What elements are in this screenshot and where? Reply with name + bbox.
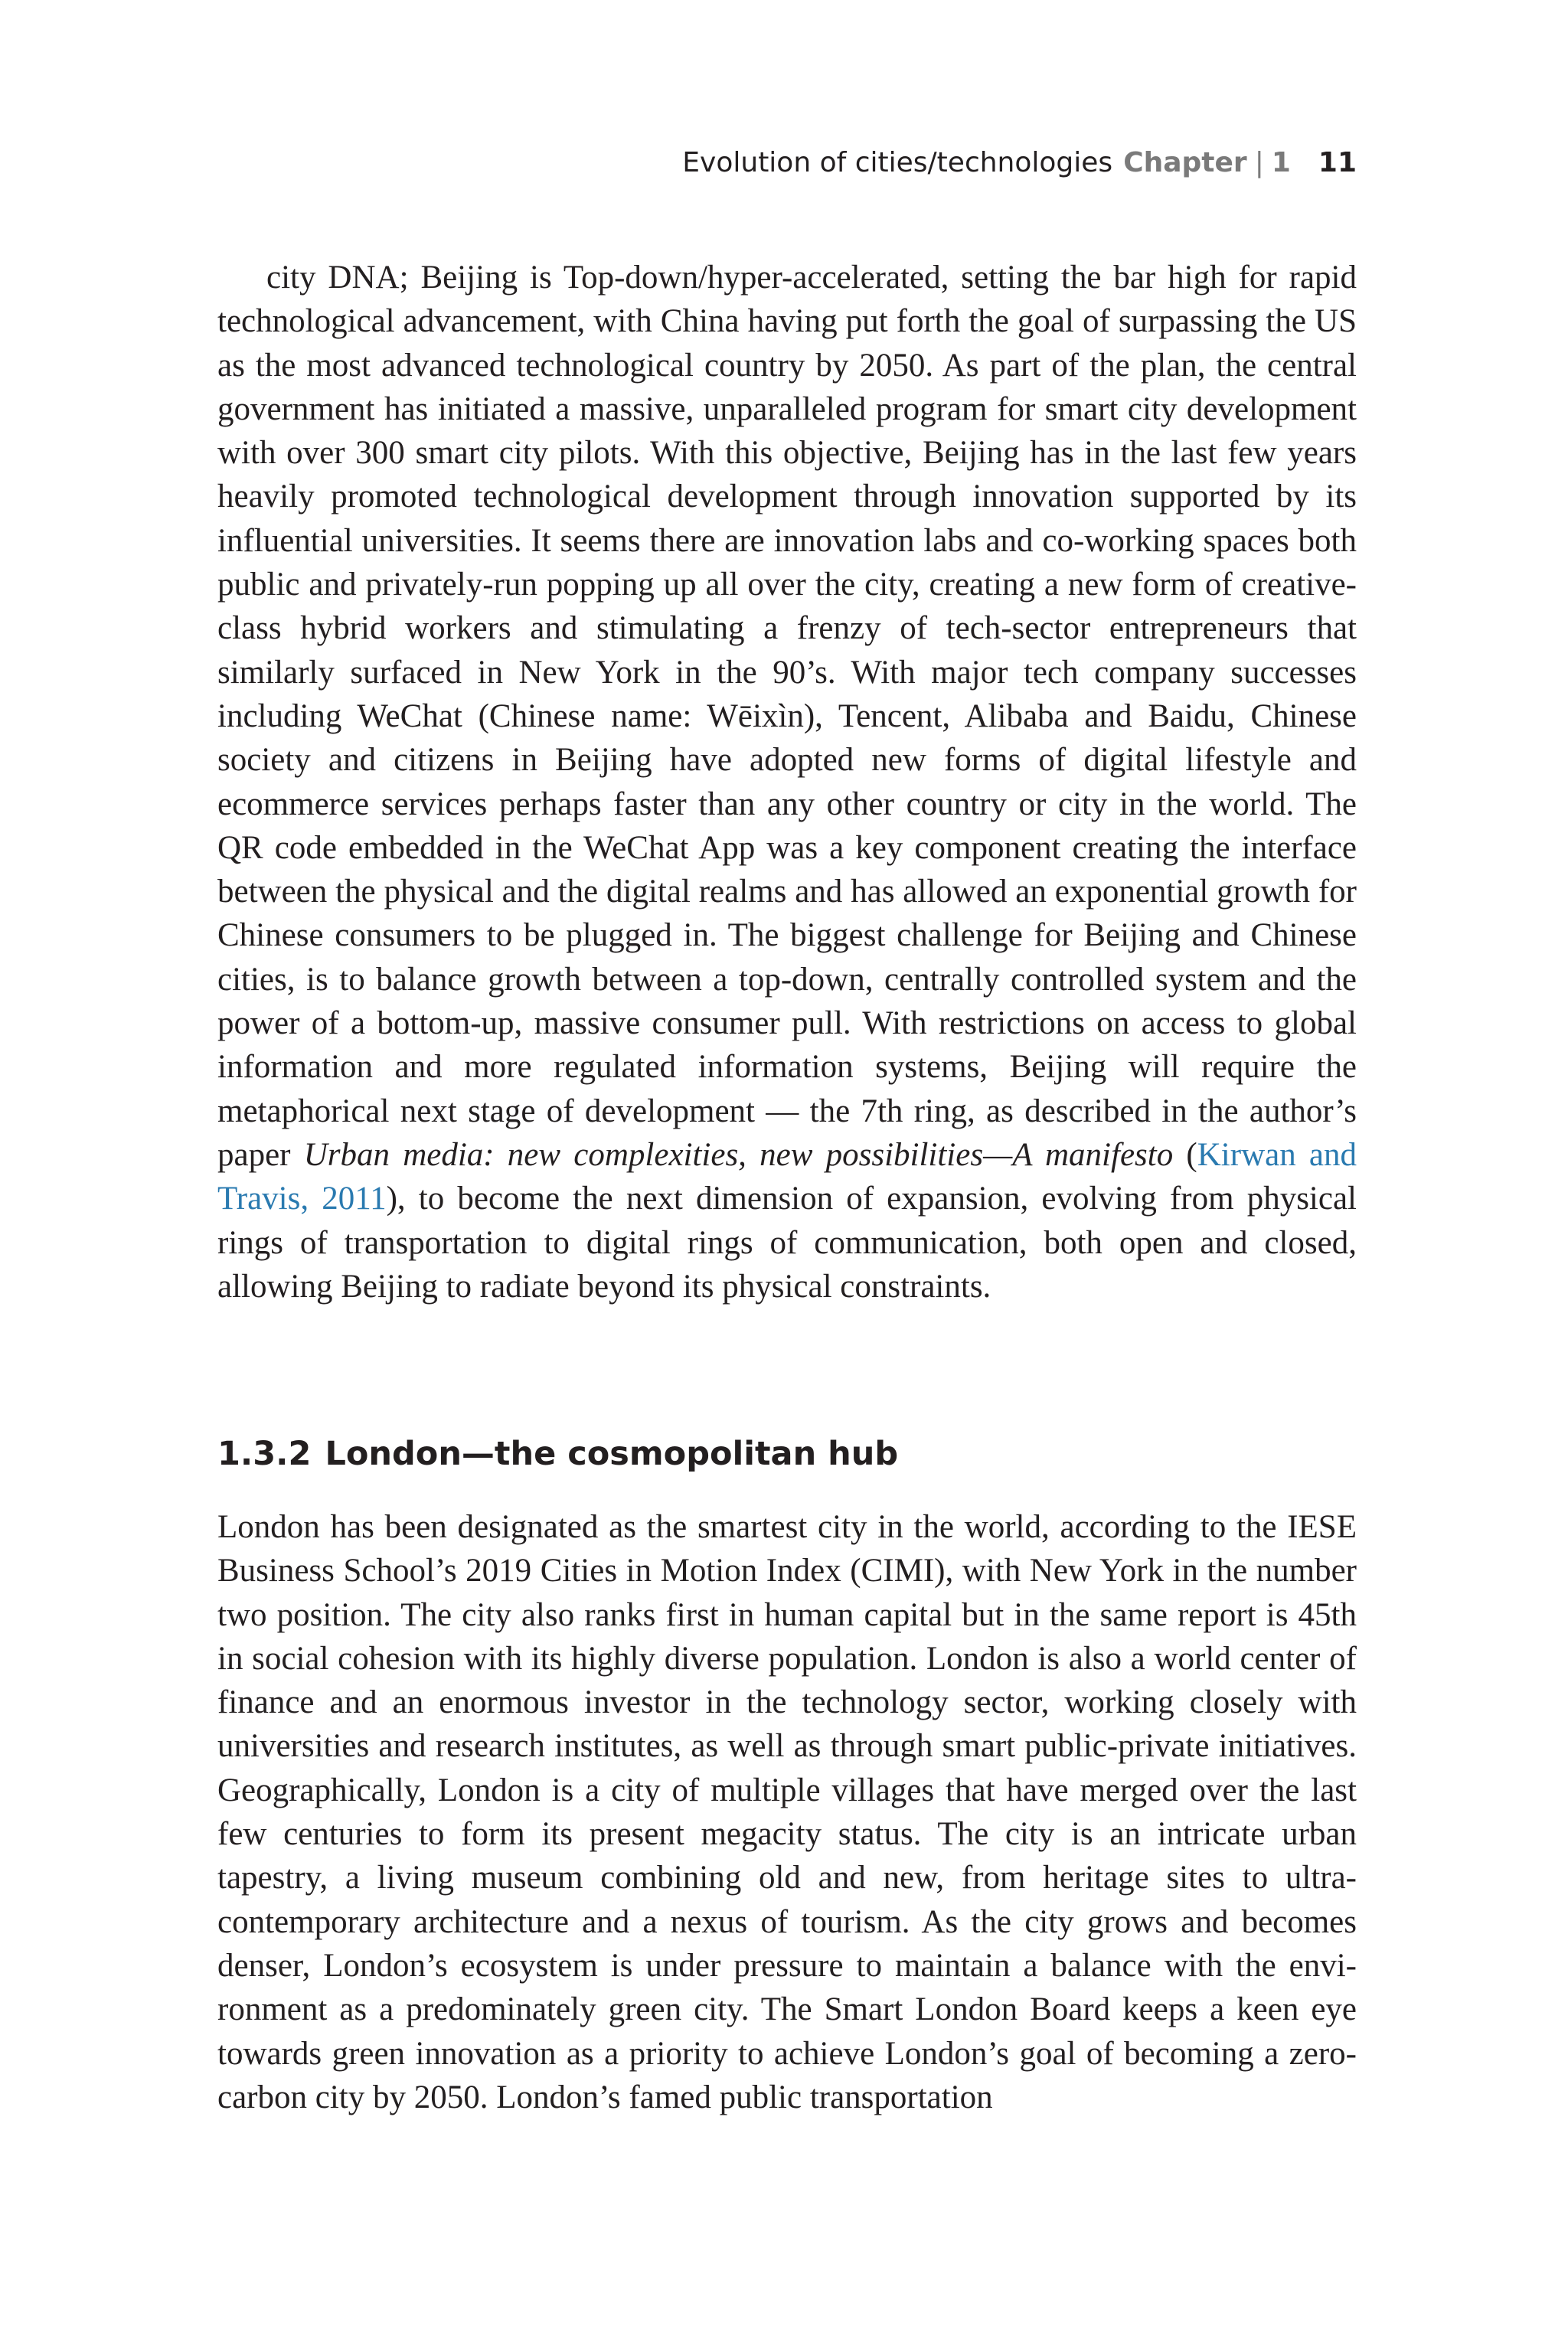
paragraph-london: London has been designated as the smartest city in the world, according to the IESE Business School’s 2019 Cities in Motion Index (CIMI), with New York in the number two position. The city also ranks first in human capital but in the same report is 45th in social cohesion with its highly diverse population. London is also a world center of finance and an enormous investor in the technology sector, working closely with universities and research institutes, as well as through smart public-private initiatives. Geographically, London is a city of multiple villages that have merged over the last few centuries to form its present megacity status. The city is an intricate urban tapestry, a living museum combining old and new, from heritage sites to ultra-contemporary architecture and a nexus of tourism. As the city grows and becomes denser, London’s ecosystem is under pressure to maintain a balance with the environment as a predominately green city. The Smart London Board keeps a keen eye towards green innovation as a priority to achieve London’s goal of becoming a zero-carbon city by 2050. London’s famed public transportation xyxy=(217,1509,1357,2115)
header-separator: | xyxy=(1254,147,1264,178)
paragraph-beijing xyxy=(217,256,1357,1308)
section-title: London—the cosmopolitan hub xyxy=(325,1435,899,1473)
open-paren: ( xyxy=(1173,1136,1197,1173)
chapter-label: Chapter xyxy=(1123,147,1247,178)
section-heading xyxy=(217,1435,898,1475)
citation-link[interactable]: Kirwan and Travis, 2011 xyxy=(217,1136,1357,1217)
running-head xyxy=(682,149,1357,177)
chapter-number: 1 xyxy=(1271,147,1291,178)
running-title: Evolution of cities/technologies xyxy=(682,147,1113,178)
page-number: 11 xyxy=(1318,147,1357,178)
section-number: 1.3.2 xyxy=(217,1435,312,1473)
paper-title: Urban media: new complexities, new possibilities—A manifesto xyxy=(303,1136,1174,1173)
paragraph-beijing-text-b: ), to become the next dimension of expansion, evolving from physical rings of transportation to digital rings of communication, both open and closed, allowing Beijing to radiate beyond its physical constraints. xyxy=(217,1181,1357,1305)
paragraph-beijing-text-a: city DNA; Beijing is Top-down/hyper-accelerated, setting the bar high for rapid technological advancement, with China having put forth the goal of surpassing the US as the most advanced technological country by 2050. As part of the plan, the central government has initiated a massive, unparalleled program for smart city development with over 300 smart city pilots. With this objective, Beijing has in the last few years heavily promoted technological development through innovation supported by its influential universities. It seems there are innovation labs and co-working spaces both public and privately-run popping up all over the city, creating a new form of creative-class hybrid workers and stimulating a frenzy of tech-sector entrepreneurs that similarly surfaced in New York in the 90’s. With major tech company successes including WeChat (Chinese name: Wēixìn), Tencent, Alibaba and Baidu, Chinese society and citizens in Beijing have adopted new forms of digital lifestyle and ecommerce services perhaps faster than any other country or city in the world. The QR code embedded in the WeChat App was a key component creating the interface between the physical and the digital realms and has allowed an exponential growth for Chinese consumers to be plugged in. The biggest challenge for Beijing and Chinese cities, is to balance growth between a top-down, centrally controlled system and the power of a bottom-up, massive consumer pull. With restrictions on access to global information and more regulated information systems, Beijing will require the metaphorical next stage of development — the 7th ring, as described in the author’s paper xyxy=(217,260,1357,1173)
